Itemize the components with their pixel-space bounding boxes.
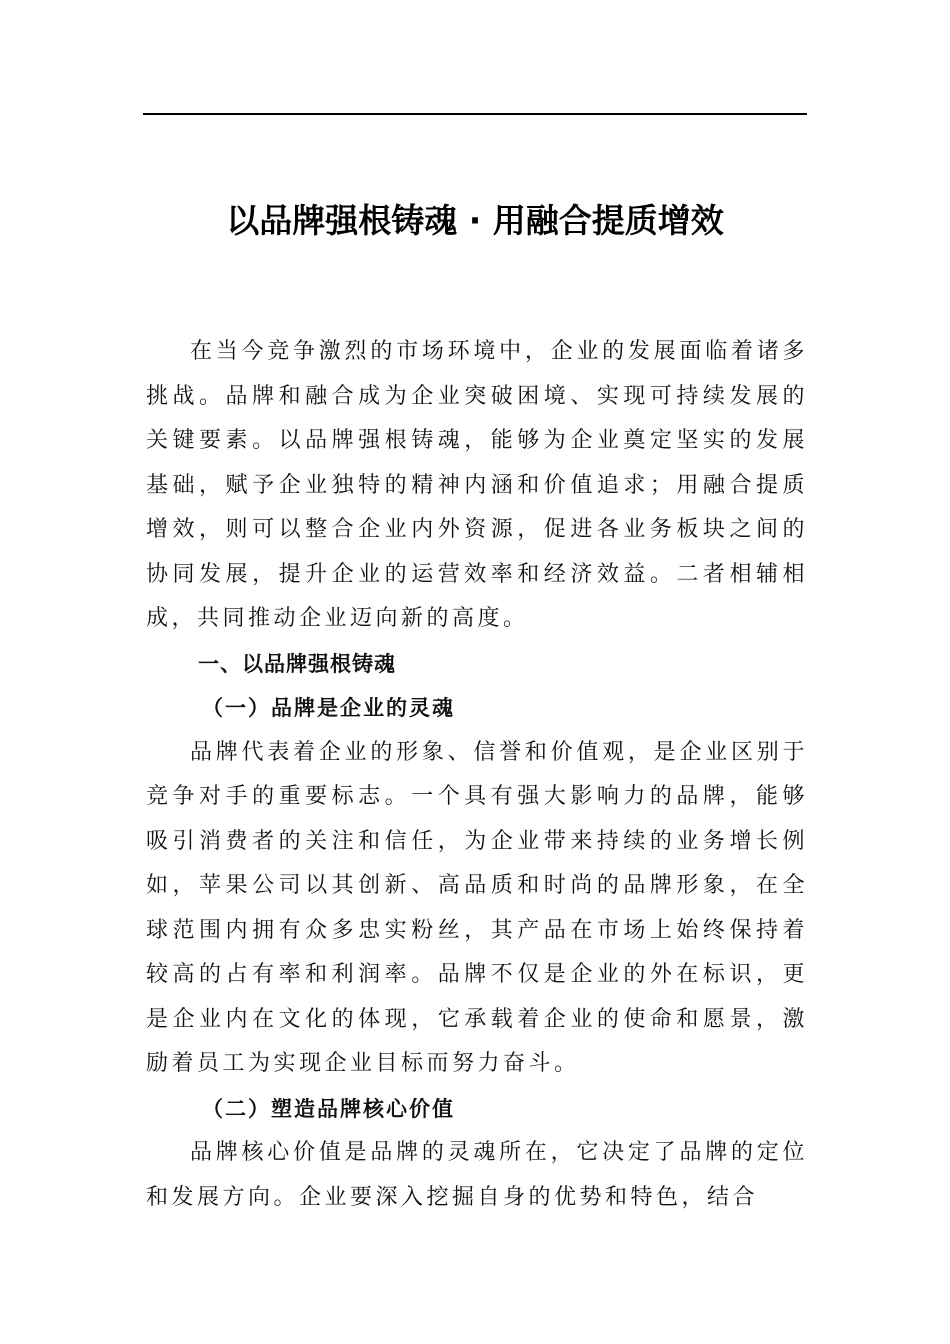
header-rule	[143, 113, 807, 115]
subsection-2-paragraph: 品牌核心价值是品牌的灵魂所在，它决定了品牌的定位和发展方向。企业要深入挖掘自身的优势和特色，结合	[146, 1140, 808, 1210]
document-title: 以品牌强根铸魂 · 用融合提质增效	[226, 201, 724, 240]
section-heading-1: 一、以品牌强根铸魂	[198, 651, 396, 676]
document-body	[146, 330, 808, 1220]
subsection-1-paragraph: 品牌代表着企业的形象、信誉和价值观，是企业区别于竞争对手的重要标志。一个具有强大影响力的品牌，能够吸引消费者的关注和信任，为企业带来持续的业务增长例如，苹果公司以其创新、高品质和时尚的品牌形象，在全球范围内拥有众多忠实粉丝，其产品在市场上始终保持着较高的占有率和利润率。品牌不仅是企业的外在标识，更是企业内在文化的体现，它承载着企业的使命和愿景，激励着员工为实现企业目标而努力奋斗。	[146, 739, 808, 1076]
subsection-heading-2: （二）塑造品牌核心价值	[202, 1095, 455, 1121]
intro-paragraph: 在当今竞争激烈的市场环境中，企业的发展面临着诸多挑战。品牌和融合成为企业突破困境、实现可持续发展的关键要素。以品牌强根铸魂，能够为企业奠定坚实的发展基础，赋予企业独特的精神内涵和价值追求；用融合提质增效，则可以整合企业内外资源，促进各业务板块之间的协同发展，提升企业的运营效率和经济效益。二者相辅相成，共同推动企业迈向新的高度。	[146, 339, 808, 631]
subsection-heading-1: （一）品牌是企业的灵魂	[202, 695, 455, 720]
